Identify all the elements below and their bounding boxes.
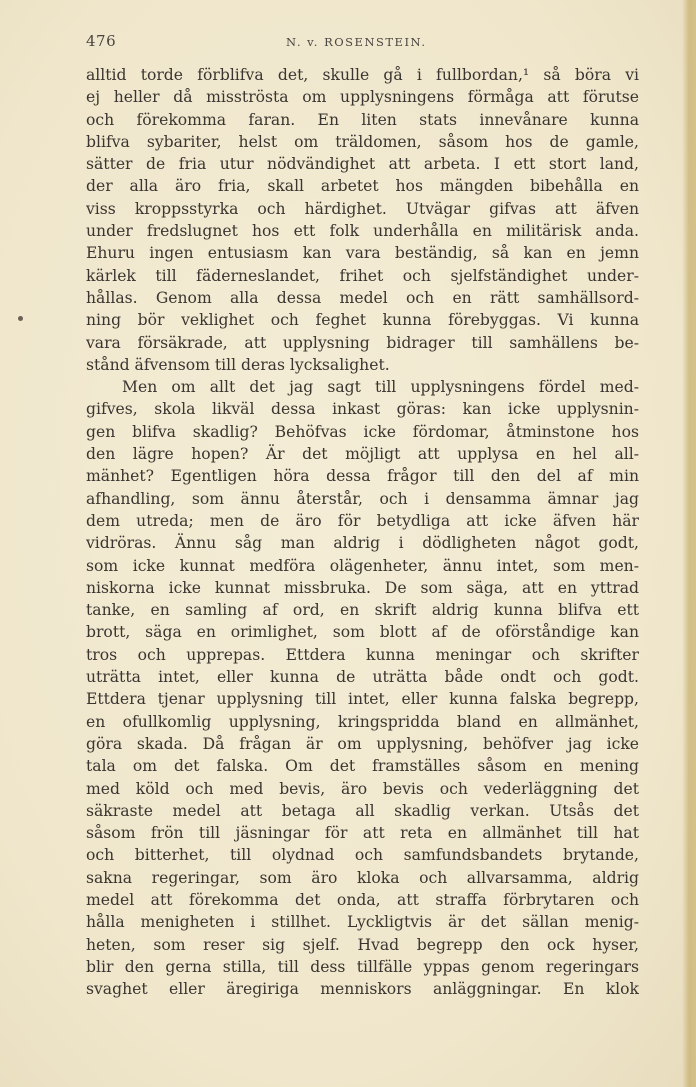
- running-head: N. v. ROSENSTEIN.: [286, 35, 427, 49]
- text-line: såsom frön till jäsningar för att reta en allmänhet till hat: [86, 824, 639, 843]
- text-line: vidröras. Ännu såg man aldrig i dödligheten något godt,: [86, 534, 639, 553]
- text-line: svaghet eller äregiriga menniskors anläggningar. En klok: [86, 980, 639, 999]
- text-line: mänhet? Egentligen höra dessa frågor till den del af min: [86, 467, 639, 486]
- text-line: blir den gerna stilla, till dess tillfälle yppas genom regeringars: [86, 957, 639, 976]
- text-line: sätter de fria utur nödvändighet att arbeta. I ett stort land,: [86, 155, 639, 174]
- text-line: uträtta intet, eller kunna de uträtta både ondt och godt.: [86, 668, 639, 687]
- text-line: ning bör veklighet och feghet kunna förebyggas. Vi kunna: [86, 311, 639, 330]
- text-line: tanke, en samling af ord, en skrift aldrig kunna blifva ett: [86, 601, 639, 620]
- text-line: och förekomma faran. En liten stats innevånare kunna: [86, 110, 639, 129]
- margin-dot: [18, 316, 23, 321]
- text-line: göra skada. Då frågan är om upplysning, behöfver jag icke: [86, 734, 639, 753]
- text-line: ej heller då misströsta om upplysningens förmåga att förutse: [86, 88, 639, 107]
- text-line: sakna regeringar, som äro kloka och allvarsamma, aldrig: [86, 868, 639, 887]
- text-line: kärlek till fäderneslandet, frihet och sjelfständighet under-: [86, 266, 639, 285]
- page-header: [86, 32, 639, 54]
- page-edge-shadow: [682, 0, 696, 1087]
- text-line: och bitterhet, till olydnad och samfundsbandets brytande,: [86, 846, 639, 865]
- text-line: dem utreda; men de äro för betydliga att icke äfven här: [86, 511, 639, 530]
- body-text: [86, 64, 639, 1000]
- text-line: heten, som reser sig sjelf. Hvad begrepp den ock hyser,: [86, 935, 639, 954]
- text-line: gen blifva skadlig? Behöfvas icke fördomar, åtminstone hos: [86, 422, 639, 441]
- text-line: som icke kunnat medföra olägenheter, ännu intet, som men-: [86, 556, 639, 575]
- text-line: medel att förekomma det onda, att straffa förbrytaren och: [86, 890, 639, 909]
- text-line: niskorna icke kunnat missbruka. De som säga, att en yttrad: [86, 578, 639, 597]
- text-line: brott, säga en orimlighet, som blott af de oförståndige kan: [86, 623, 639, 642]
- page-number: 476: [86, 32, 117, 50]
- text-line: vara försäkrade, att upplysning bidrager till samhällens be-: [86, 333, 639, 352]
- text-line: hållas. Genom alla dessa medel och en rätt samhällsord-: [86, 288, 639, 307]
- text-line: tros och upprepas. Ettdera kunna meningar och skrifter: [86, 645, 639, 664]
- text-line: under fredslugnet hos ett folk underhålla en militärisk anda.: [86, 222, 639, 241]
- text-line: alltid torde förblifva det, skulle gå i fullbordan,¹ så böra vi: [86, 66, 639, 84]
- text-line: säkraste medel att betaga all skadlig verkan. Utsås det: [86, 801, 639, 820]
- text-line-paragraph-start: Men om allt det jag sagt till upplysningens fördel med-: [122, 378, 639, 397]
- text-line: hålla menigheten i stillhet. Lyckligtvis är det sällan menig-: [86, 913, 639, 932]
- text-line: afhandling, som ännu återstår, och i densamma ämnar jag: [86, 489, 639, 508]
- text-line: med köld och med bevis, äro bevis och vederläggning det: [86, 779, 639, 798]
- text-line: viss kroppsstyrka och härdighet. Utvägar gifvas att äfven: [86, 199, 639, 218]
- text-line: gifves, skola likväl dessa inkast göras: kan icke upplysnin-: [86, 400, 639, 419]
- text-line: en ofullkomlig upplysning, kringspridda bland en allmänhet,: [86, 712, 639, 731]
- text-line: blifva sybariter, helst om träldomen, såsom hos de gamle,: [86, 132, 639, 151]
- text-line-paragraph-end: stånd äfvensom till deras lycksalighet.: [86, 355, 390, 374]
- text-line: der alla äro fria, skall arbetet hos mängden bibehålla en: [86, 177, 639, 196]
- text-line: tala om det falska. Om det framställes såsom en mening: [86, 757, 639, 776]
- text-line: Ehuru ingen entusiasm kan vara beständig, så kan en jemn: [86, 244, 639, 263]
- text-line: den lägre hopen? Är det möjligt att upplysa en hel all-: [86, 445, 639, 464]
- text-line: Ettdera tjenar upplysning till intet, eller kunna falska begrepp,: [86, 690, 639, 709]
